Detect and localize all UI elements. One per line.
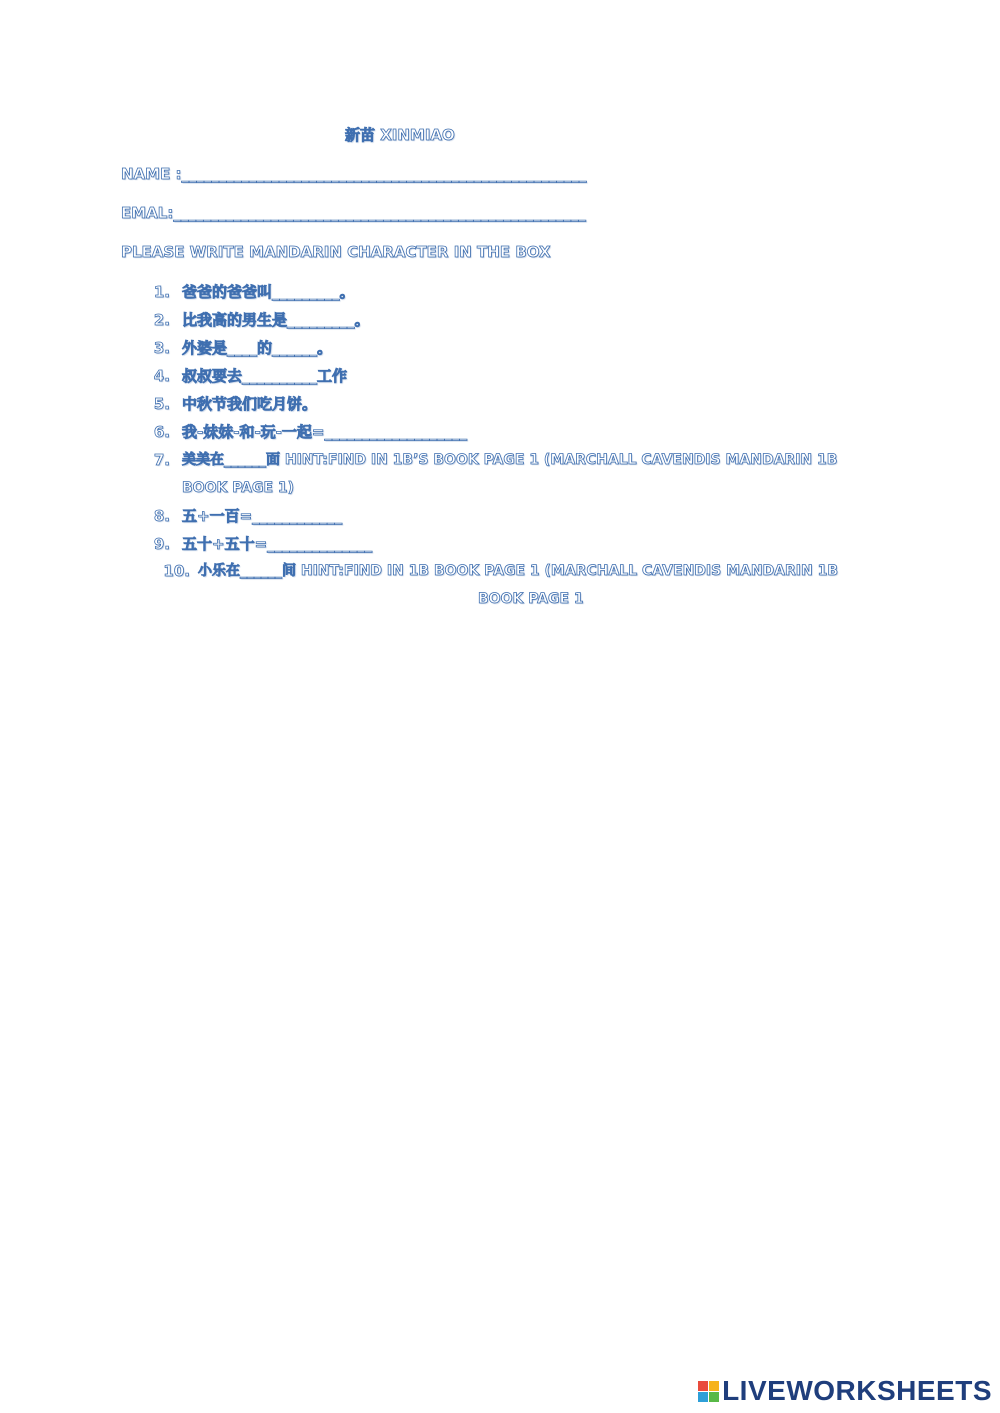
- question-number: 2.: [153, 311, 170, 329]
- worksheet-title: 新苗 XINMIAO: [345, 126, 455, 144]
- logo-square-e: [709, 1392, 719, 1402]
- question-number: 3.: [153, 339, 170, 357]
- question-text: 比我高的男生是_________。: [182, 311, 370, 329]
- liveworksheets-logo-icon: [698, 1381, 719, 1402]
- question-text: 我-妹妹-和-玩-一起=___________________: [182, 423, 467, 441]
- instruction-text: PLEASE WRITE MANDARIN CHARACTER IN THE BOX: [121, 243, 551, 261]
- question-number: 8.: [153, 507, 170, 525]
- question-text: 中秋节我们吃月饼。: [182, 395, 318, 413]
- question-text: 叔叔要去__________工作: [182, 367, 348, 385]
- question-text: 五+一百=____________: [182, 507, 343, 525]
- logo-square-v: [698, 1392, 708, 1402]
- liveworksheets-brand: [698, 1375, 992, 1407]
- question-text: 五十+五十=______________: [182, 535, 373, 553]
- question-10-continuation: BOOK PAGE 1: [478, 591, 584, 607]
- question-number: 4.: [153, 367, 170, 385]
- question-text: 爸爸的爸爸叫_________。: [182, 283, 355, 301]
- question-text: 小乐在______间 HINT:FIND IN 1B BOOK PAGE 1 (MARCHALL CAVENDIS MANDARIN 1B: [198, 563, 839, 579]
- logo-square-i: [709, 1381, 719, 1391]
- question-number: 10.: [163, 562, 190, 580]
- question-text: 美美在______面 HINT:FIND IN 1B’S BOOK PAGE 1 (MARCHALL CAVENDIS MANDARIN 1B: [182, 452, 838, 468]
- question-text: 外婆是____的______。: [182, 339, 333, 357]
- question-number: 1.: [153, 283, 170, 301]
- question-number: 7.: [153, 451, 170, 469]
- email-field: EMAL:_______________________________________________________: [121, 204, 586, 222]
- question-7-continuation: BOOK PAGE 1): [182, 480, 295, 496]
- name-field: NAME :______________________________________________________: [121, 165, 587, 183]
- question-number: 6.: [153, 423, 170, 441]
- brand-name: LIVEWORKSHEETS: [722, 1375, 992, 1406]
- question-number: 5.: [153, 395, 170, 413]
- logo-square-l: [698, 1381, 708, 1391]
- question-number: 9.: [153, 535, 170, 553]
